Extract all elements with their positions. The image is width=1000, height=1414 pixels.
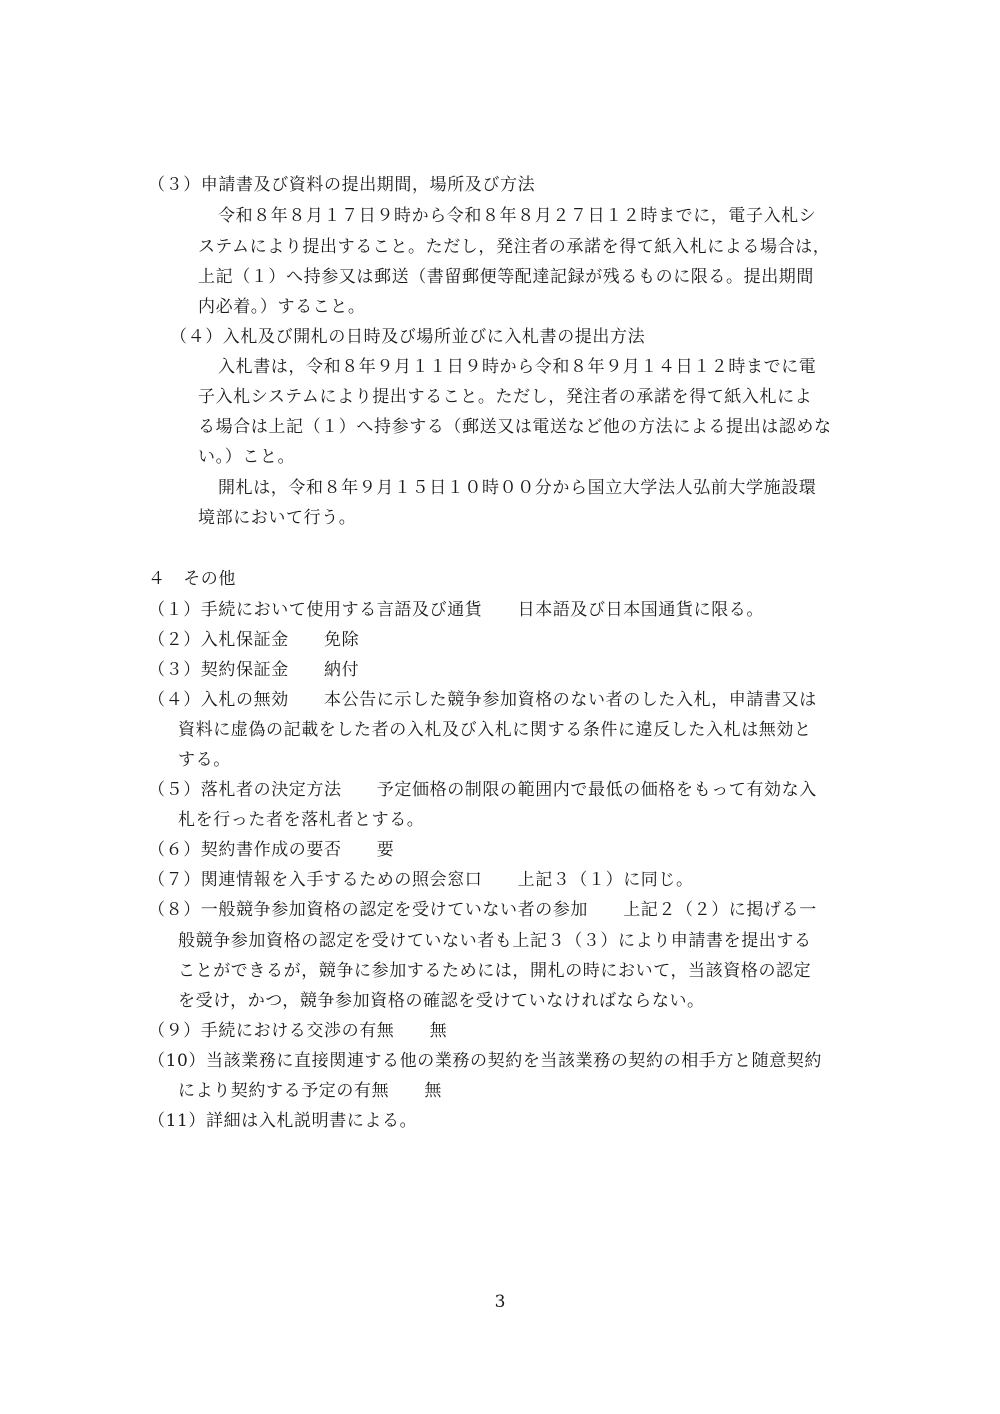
item-6: （６）契約書作成の要否 要 — [148, 840, 395, 860]
page-number: 3 — [494, 1292, 506, 1312]
body-line: 開札は，令和８年９月１５日１０時００分から国立大学法人弘前大学施設環 — [218, 478, 817, 498]
item-2: （２）入札保証金 免除 — [148, 630, 360, 650]
body-line: 上記（１）へ持参又は郵送（書留郵便等配達記録が残るものに限る。提出期間 — [198, 267, 814, 287]
body-line: 札を行った者を落札者とする。 — [178, 810, 425, 830]
item-4: （４）入札の無効 本公告に示した競争参加資格のない者のした入札，申請書又は — [148, 690, 817, 710]
item-9: （９）手続における交渉の有無 無 — [148, 1021, 448, 1041]
body-line: により契約する予定の有無 無 — [178, 1081, 442, 1101]
body-line: ことができるが，競争に参加するためには，開札の時において，当該資格の認定 — [178, 961, 812, 981]
item-10: （10）当該業務に直接関連する他の業務の契約を当該業務の契約の相手方と随意契約 — [148, 1051, 823, 1071]
body-line: 境部において行う。 — [198, 508, 357, 528]
section-3-4-heading: （４）入札及び開札の日時及び場所並びに入札書の提出方法 — [170, 327, 646, 347]
body-line: 内必着。）すること。 — [198, 297, 366, 317]
body-line: る場合は上記（１）へ持参する（郵送又は電送など他の方法による提出は認めな — [198, 417, 832, 437]
body-line: 般競争参加資格の認定を受けていない者も上記３（３）により申請書を提出する — [178, 931, 812, 951]
body-line: 入札書は，令和８年９月１１日９時から令和８年９月１４日１２時までに電 — [218, 357, 817, 377]
body-line: ステムにより提出すること。ただし，発注者の承諾を得て紙入札による場合は， — [198, 237, 831, 257]
item-3: （３）契約保証金 納付 — [148, 660, 360, 680]
item-8: （８）一般競争参加資格の認定を受けていない者の参加 上記２（２）に掲げる一 — [148, 900, 817, 920]
item-1: （１）手続において使用する言語及び通貨 日本語及び日本国通貨に限る。 — [148, 600, 764, 620]
body-line: 令和８年８月１７日９時から令和８年８月２７日１２時までに，電子入札シ — [218, 206, 817, 226]
item-5: （５）落札者の決定方法 予定価格の制限の範囲内で最低の価格をもって有効な入 — [148, 780, 817, 800]
section-4-heading: ４ その他 — [148, 569, 236, 589]
body-line: 資料に虚偽の記載をした者の入札及び入札に関する条件に違反した入札は無効と — [178, 720, 812, 740]
section-3-3-heading: （３）申請書及び資料の提出期間，場所及び方法 — [148, 175, 536, 195]
body-line: い。）こと。 — [198, 447, 296, 467]
body-line: を受け，かつ，競争参加資格の確認を受けていなければならない。 — [178, 991, 705, 1011]
body-line: する。 — [178, 750, 231, 770]
item-11: （11）詳細は入札説明書による。 — [148, 1111, 418, 1131]
body-line: 子入札システムにより提出すること。ただし，発注者の承諾を得て紙入札によ — [198, 387, 813, 407]
item-7: （７）関連情報を入手するための照会窓口 上記３（１）に同じ。 — [148, 870, 694, 890]
